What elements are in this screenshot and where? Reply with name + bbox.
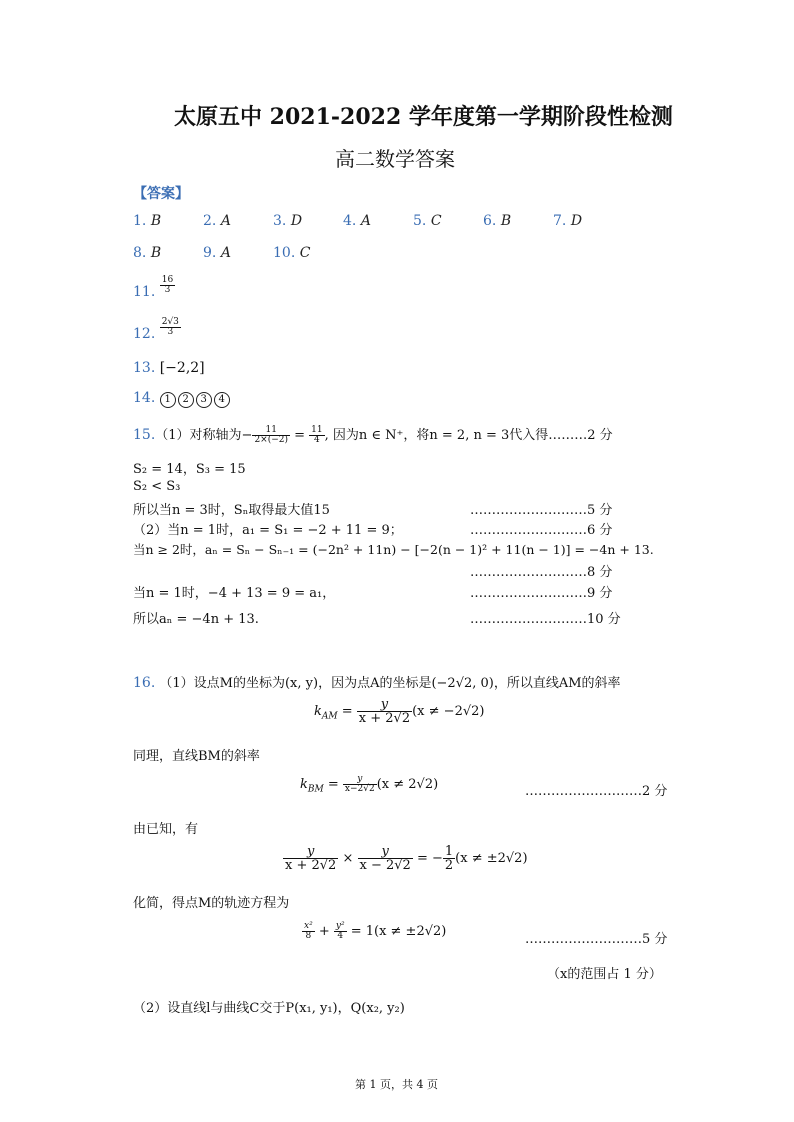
choice-6: 6. B bbox=[483, 213, 512, 229]
answer-header: 【答案】 bbox=[133, 186, 189, 202]
trajectory-equation: $\frac{\text{x²}}{8}$ + $\frac{\text{y²}}{4}$ = 1(x ≠ ±2√2) bbox=[304, 921, 447, 941]
choice-8: 8. B bbox=[133, 245, 162, 261]
q15-line-6: 当n ≥ 2时，aₙ = Sₙ − Sₙ₋₁ = (−2n² + 11n) − [−2(n − 1)² + 11(n − 1)] = −4n + 13. bbox=[133, 542, 654, 557]
choice-7: 7. D bbox=[553, 213, 583, 229]
q15-line-4: 所以当n = 3时，Sₙ取得最大值15 bbox=[133, 503, 330, 518]
q15-score-9: ………………………9 分 bbox=[470, 586, 613, 601]
choice-1: 1. B bbox=[133, 213, 162, 229]
choice-3: 3. D bbox=[273, 213, 303, 229]
answer-14: 14. 1 2 3 4 bbox=[133, 390, 232, 408]
q16-line-5: （2）设直线l与曲线C交于P(x₁, y₁)，Q(x₂, y₂) bbox=[133, 1001, 405, 1016]
q15-line-1: 15.（1）对称轴为− $\frac{11}{2\times(-2)}$ = $\frac{11}{4}$ , 因为n ∈ N⁺，将n = 2, n = 3代入得………2 分 bbox=[133, 425, 613, 445]
k-am-formula: $k_{AM}$ = $\frac{y}{x + 2√2}$ (x ≠ −2√2) bbox=[314, 697, 485, 726]
q15-score-6: ………………………6 分 bbox=[470, 523, 613, 538]
answer-12: 12. $\frac{2√3}{3}$ bbox=[133, 317, 179, 342]
k-bm-formula: $k_{BM}$ = $\frac{y}{x-2√2}$ (x ≠ 2√2) bbox=[300, 774, 439, 795]
q15-score-5: ………………………5 分 bbox=[470, 503, 613, 518]
q16-line-1: 16. （1）设点M的坐标为(x, y)，因为点A的坐标是(−2√2, 0)，所以直线AM的斜率 bbox=[133, 675, 621, 691]
q16-note: （x的范围占 1 分） bbox=[547, 967, 662, 982]
q16-line-3: 由已知，有 bbox=[133, 822, 199, 837]
q15-line-5: （2）当n = 1时，a₁ = S₁ = −2 + 11 = 9； bbox=[133, 523, 403, 538]
page-subtitle: 高二数学答案 bbox=[335, 147, 455, 171]
q16-line-4: 化简，得点M的轨迹方程为 bbox=[133, 896, 290, 911]
choice-10: 10. C bbox=[273, 245, 311, 261]
q16-score-5: ………………………5 分 bbox=[525, 932, 668, 947]
q15-line-2: S₂ = 14，S₃ = 15 bbox=[133, 462, 246, 477]
choice-4: 4. A bbox=[343, 213, 371, 229]
q15-line-7: 当n = 1时，−4 + 13 = 9 = a₁， bbox=[133, 586, 336, 601]
q15-line-3: S₂ < S₃ bbox=[133, 479, 181, 494]
page-footer: 第 1 页，共 4 页 bbox=[355, 1078, 438, 1091]
q15-line-8: 所以aₙ = −4n + 13. bbox=[133, 612, 259, 627]
choice-9: 9. A bbox=[203, 245, 231, 261]
answer-13: 13. [−2,2] bbox=[133, 360, 205, 376]
q16-line-2: 同理，直线BM的斜率 bbox=[133, 749, 260, 764]
q16-score-2: ………………………2 分 bbox=[525, 784, 668, 799]
choice-5: 5. C bbox=[413, 213, 442, 229]
page-title: 太原五中 2021-2022 学年度第一学期阶段性检测 bbox=[174, 104, 673, 130]
q15-score-8: ………………………8 分 bbox=[470, 565, 613, 580]
q15-score-10: ………………………10 分 bbox=[470, 612, 621, 627]
product-equation: $\frac{y}{x + 2√2}$ × $\frac{y}{x - 2√2}$ = − $\frac{1}{2}$ (x ≠ ±2√2) bbox=[285, 844, 528, 873]
choice-2: 2. A bbox=[203, 213, 231, 229]
answer-11: 11. $\frac{16}{3}$ bbox=[133, 275, 174, 300]
